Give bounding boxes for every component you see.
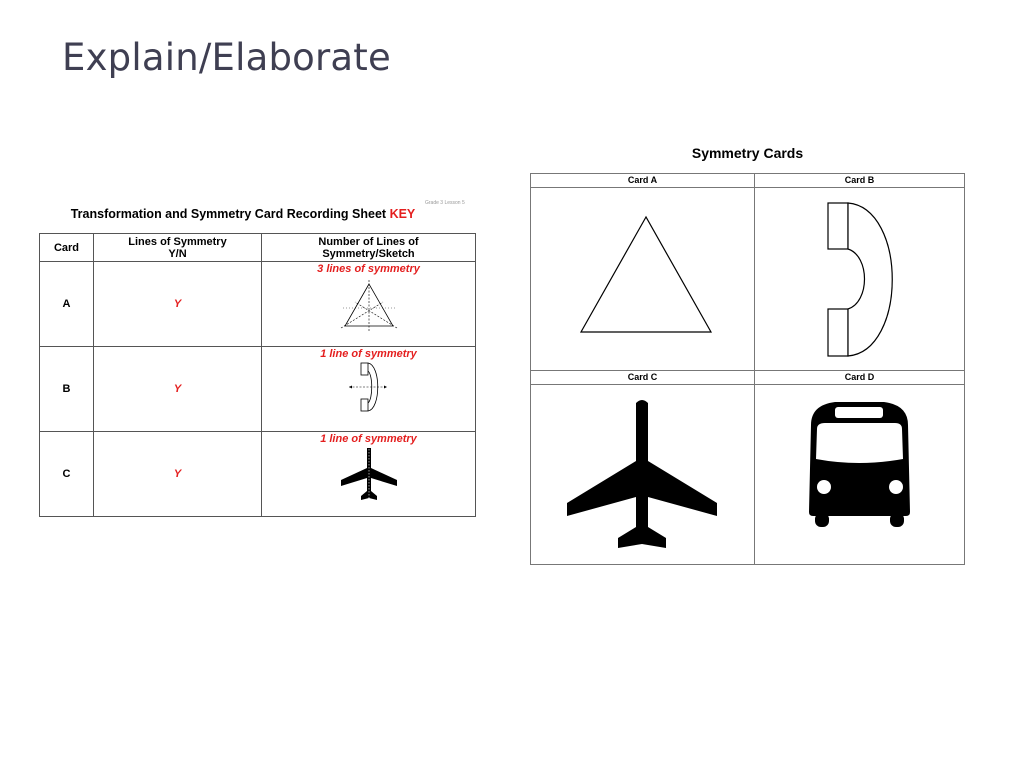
card-label: Card D [755,371,964,385]
sheet-heading-key: KEY [389,207,416,221]
row-lines-text: 3 lines of symmetry [317,263,420,275]
table-row [40,262,476,347]
table-row [40,432,476,517]
row-sketch-cell [262,262,476,347]
row-card-label: B [40,347,94,432]
phone-sketch-icon [347,361,391,415]
sheet-heading-text: Transformation and Symmetry Card Recording Sheet [70,207,387,221]
card-b [755,174,964,370]
symmetry-cards-title: Symmetry Cards [691,145,804,161]
column-header-number-line1: Number of Lines of [318,235,419,248]
recording-table [39,233,476,517]
triangle-icon [531,188,754,370]
triangle-sketch-icon [339,280,399,332]
card-c [531,371,754,564]
bus-icon [755,385,964,564]
row-lines-text: 1 line of symmetry [320,433,417,445]
column-header-card: Card [40,234,94,262]
row-sketch-cell [262,347,476,432]
slide-title: Explain/Elaborate [62,36,391,79]
row-card-label: A [40,262,94,347]
row-sketch-cell [262,432,476,517]
card-label: Card C [531,371,754,385]
row-yn-value: Y [94,347,262,432]
card-label: Card B [755,174,964,188]
sheet-faint-header: Grade 3 Lesson 5 [425,200,465,206]
row-lines-text: 1 line of symmetry [320,348,417,360]
card-label: Card A [531,174,754,188]
column-header-number-line2: Symmetry/Sketch [322,247,415,260]
telephone-handset-icon [755,188,964,370]
row-yn-value: Y [94,262,262,347]
table-row [40,347,476,432]
card-a [531,174,754,370]
row-yn-value: Y [94,432,262,517]
row-card-label: C [40,432,94,517]
airplane-icon [531,385,754,564]
column-header-lines [94,234,262,262]
recording-sheet [39,200,475,517]
column-header-lines-line1: Lines of Symmetry [128,235,227,248]
airplane-sketch-icon [339,446,399,502]
column-header-number [262,234,476,262]
symmetry-cards-grid [530,173,965,565]
sheet-heading [11,207,475,233]
column-header-lines-line2: Y/N [168,247,187,260]
card-d [755,371,964,564]
table-header-row [40,234,476,262]
